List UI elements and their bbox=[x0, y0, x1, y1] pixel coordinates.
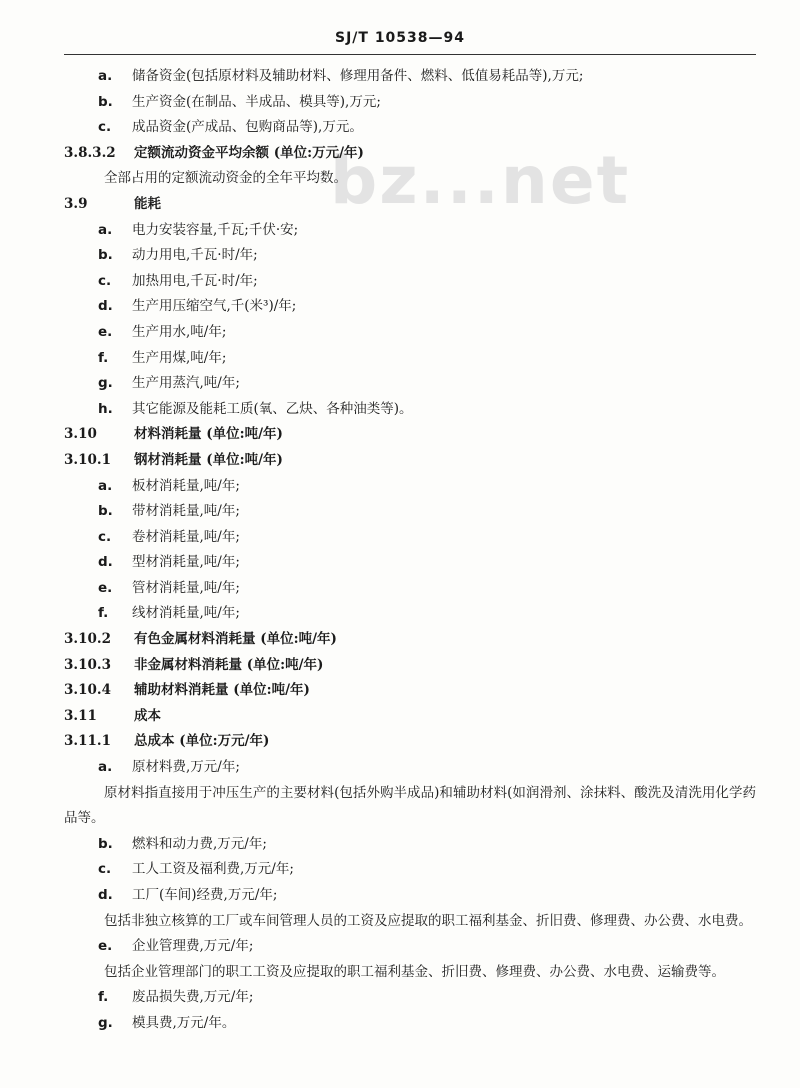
section-heading bbox=[0, 678, 800, 704]
document-body bbox=[0, 64, 800, 1037]
section-number: 3.10.2 bbox=[64, 631, 111, 648]
list-item-marker: e. bbox=[98, 938, 113, 955]
list-item-marker: c. bbox=[98, 528, 112, 545]
section-number: 3.10.3 bbox=[64, 656, 111, 673]
section-title: 能耗 bbox=[134, 195, 161, 212]
list-item-text: 工厂(车间)经费,万元/年; bbox=[132, 887, 278, 903]
list-item bbox=[0, 64, 800, 90]
list-item-text: 企业管理费,万元/年; bbox=[132, 938, 254, 955]
list-item-text: 卷材消耗量,吨/年; bbox=[132, 528, 240, 545]
list-item-marker: f. bbox=[98, 605, 109, 622]
list-item-text: 电力安装容量,千瓦;千伏·安; bbox=[132, 221, 299, 238]
list-item-text: 生产用蒸汽,吨/年; bbox=[132, 375, 240, 392]
list-item-marker: c. bbox=[98, 119, 112, 136]
watermark: bz...net bbox=[330, 142, 631, 219]
section-number: 3.11.1 bbox=[64, 733, 111, 750]
section-title: 有色金属材料消耗量 (单位:吨/年) bbox=[134, 631, 337, 648]
list-item bbox=[0, 474, 800, 500]
list-item-marker: a. bbox=[98, 221, 113, 238]
list-item-text: 管材消耗量,吨/年; bbox=[132, 579, 240, 596]
section-number: 3.10 bbox=[64, 426, 97, 443]
list-item bbox=[0, 243, 800, 269]
list-item-text: 生产用水,吨/年; bbox=[132, 323, 227, 340]
header-rule bbox=[64, 54, 756, 55]
section-heading bbox=[0, 653, 800, 679]
section-number: 3.9 bbox=[64, 195, 88, 212]
list-item bbox=[0, 115, 800, 141]
list-item bbox=[0, 371, 800, 397]
list-item-text: 带材消耗量,吨/年; bbox=[132, 503, 240, 520]
list-item bbox=[0, 985, 800, 1011]
list-item bbox=[0, 499, 800, 525]
list-item bbox=[0, 601, 800, 627]
list-item-marker: b. bbox=[98, 503, 113, 520]
list-item-marker: a. bbox=[98, 477, 113, 494]
list-item-marker: c. bbox=[98, 861, 112, 878]
section-title: 成本 bbox=[134, 707, 161, 724]
list-item-marker: e. bbox=[98, 579, 113, 596]
section-heading bbox=[0, 141, 800, 167]
list-item-text: 原材料费,万元/年; bbox=[132, 759, 240, 776]
list-item bbox=[0, 218, 800, 244]
list-item-marker: g. bbox=[98, 375, 113, 392]
list-item-marker: h. bbox=[98, 400, 113, 417]
section-title: 辅助材料消耗量 (单位:吨/年) bbox=[134, 682, 310, 699]
list-item bbox=[0, 857, 800, 883]
list-item-marker: a. bbox=[98, 68, 113, 84]
list-item bbox=[0, 883, 800, 909]
list-item bbox=[0, 934, 800, 960]
section-title: 定额流动资金平均余额 (单位:万元/年) bbox=[134, 144, 364, 161]
list-item-text: 工人工资及福利费,万元/年; bbox=[132, 861, 294, 878]
list-item bbox=[0, 1011, 800, 1037]
list-item-text: 生产用压缩空气,千(米³)/年; bbox=[132, 298, 297, 315]
list-item-marker: b. bbox=[98, 247, 113, 264]
section-title: 钢材消耗量 (单位:吨/年) bbox=[134, 451, 283, 468]
list-item-text: 线材消耗量,吨/年; bbox=[132, 605, 240, 622]
section-heading bbox=[0, 422, 800, 448]
section-heading bbox=[0, 448, 800, 474]
section-heading bbox=[0, 192, 800, 218]
list-item-marker: a. bbox=[98, 759, 113, 776]
section-number: 3.10.1 bbox=[64, 451, 111, 468]
list-item-marker: b. bbox=[98, 93, 113, 110]
list-item bbox=[0, 755, 800, 781]
paragraph: 原材料指直接用于冲压生产的主要材料(包括外购半成品)和辅助材料(如润滑剂、涂抹料、酸洗及清洗用化学药品等。 bbox=[64, 784, 756, 827]
section-number: 3.8.3.2 bbox=[64, 144, 116, 161]
list-item-marker: c. bbox=[98, 272, 112, 289]
list-item-text: 储备资金(包括原材料及辅助材料、修理用备件、燃料、低值易耗品等),万元; bbox=[132, 68, 584, 84]
list-item-text: 其它能源及能耗工质(氧、乙炔、各种油类等)。 bbox=[132, 400, 413, 417]
list-item-text: 生产用煤,吨/年; bbox=[132, 349, 227, 366]
list-item-text: 废品损失费,万元/年; bbox=[132, 989, 254, 1006]
list-item-text: 动力用电,千瓦·时/年; bbox=[132, 247, 258, 264]
list-item-marker: e. bbox=[98, 323, 113, 340]
list-item-text: 型材消耗量,吨/年; bbox=[132, 554, 240, 571]
list-item-marker: g. bbox=[98, 1014, 113, 1031]
section-heading bbox=[0, 627, 800, 653]
list-item bbox=[0, 576, 800, 602]
section-heading bbox=[0, 729, 800, 755]
list-item bbox=[0, 320, 800, 346]
list-item bbox=[0, 550, 800, 576]
section-title: 总成本 (单位:万元/年) bbox=[134, 733, 270, 750]
list-item bbox=[0, 269, 800, 295]
list-item-marker: b. bbox=[98, 835, 113, 852]
list-item-text: 模具费,万元/年。 bbox=[132, 1014, 236, 1031]
paragraph: 包括企业管理部门的职工工资及应提取的职工福利基金、折旧费、修理费、办公费、水电费、运输费等。 bbox=[104, 963, 725, 980]
list-item bbox=[0, 90, 800, 116]
section-number: 3.11 bbox=[64, 707, 97, 724]
paragraph: 全部占用的定额流动资金的全年平均数。 bbox=[104, 170, 347, 187]
list-item-marker: f. bbox=[98, 989, 109, 1006]
list-item-text: 加热用电,千瓦·时/年; bbox=[132, 272, 258, 289]
standard-number: SJ/T 10538—94 bbox=[334, 30, 466, 46]
list-item-marker: d. bbox=[98, 554, 113, 571]
section-number: 3.10.4 bbox=[64, 682, 111, 699]
page-header bbox=[0, 30, 800, 64]
list-item-marker: f. bbox=[98, 349, 109, 366]
list-item bbox=[0, 346, 800, 372]
list-item-marker: d. bbox=[98, 887, 113, 903]
list-item-text: 燃料和动力费,万元/年; bbox=[132, 835, 267, 852]
list-item-text: 生产资金(在制品、半成品、模具等),万元; bbox=[132, 93, 381, 110]
list-item bbox=[0, 397, 800, 423]
list-item bbox=[0, 525, 800, 551]
list-item-marker: d. bbox=[98, 298, 113, 315]
list-item-text: 板材消耗量,吨/年; bbox=[132, 477, 240, 494]
section-title: 材料消耗量 (单位:吨/年) bbox=[134, 426, 283, 443]
section-heading bbox=[0, 704, 800, 730]
paragraph: 包括非独立核算的工厂或车间管理人员的工资及应提取的职工福利基金、折旧费、修理费、办公费、水电费。 bbox=[104, 912, 752, 929]
list-item bbox=[0, 294, 800, 320]
list-item-text: 成品资金(产成品、包购商品等),万元。 bbox=[132, 119, 363, 136]
section-title: 非金属材料消耗量 (单位:吨/年) bbox=[134, 656, 324, 673]
list-item bbox=[0, 832, 800, 858]
